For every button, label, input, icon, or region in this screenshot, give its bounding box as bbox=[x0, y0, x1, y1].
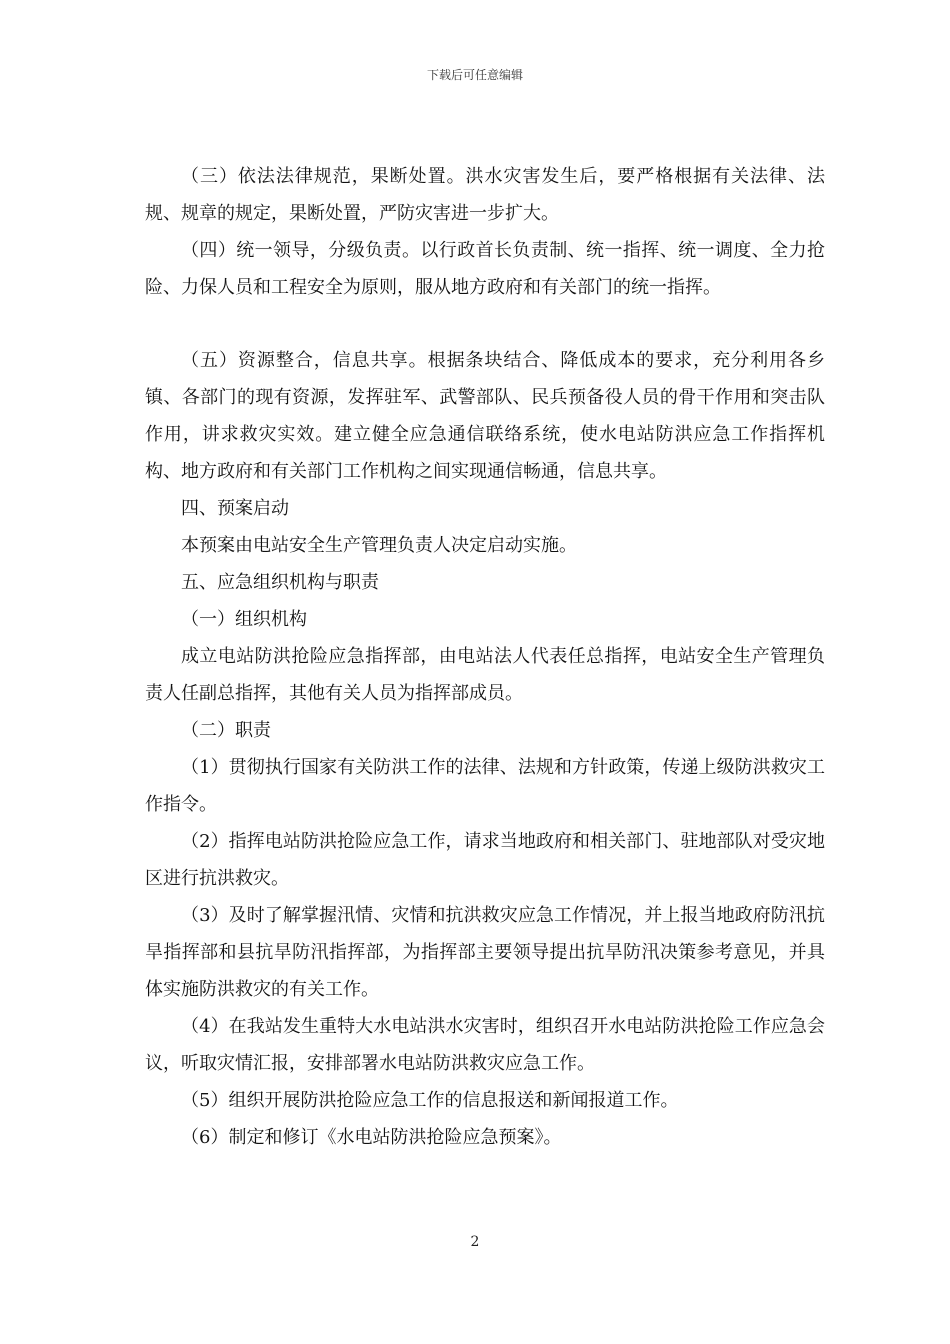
paragraph: 成立电站防洪抢险应急指挥部，由电站法人代表任总指挥，电站安全生产管理负责人任副总指挥，其他有关人员为指挥部成员。 bbox=[145, 646, 825, 704]
list-item: （6）制定和修订《水电站防洪抢险应急预案》。 bbox=[181, 1127, 562, 1148]
paragraph: （五）资源整合，信息共享。根据条块结合、降低成本的要求，充分利用各乡镇、各部门的现有资源，发挥驻军、武警部队、民兵预备役人员的骨干作用和突击队作用，讲求救灾实效。建立健全应急通信联络系统，使水电站防洪应急工作指挥机构、地方政府和有关部门工作机构之间实现通信畅通，信息共享。 bbox=[145, 350, 825, 482]
list-item: （1）贯彻执行国家有关防洪工作的法律、法规和方针政策，传递上级防洪救灾工作指令。 bbox=[145, 757, 825, 815]
page-number: 2 bbox=[470, 1234, 480, 1250]
section-heading: 五、应急组织机构与职责 bbox=[181, 572, 379, 593]
page-header: 下载后可任意编辑 bbox=[426, 68, 523, 82]
paragraph: （四）统一领导，分级负责。以行政首长负责制、统一指挥、统一调度、全力抢险、力保人员和工程安全为原则，服从地方政府和有关部门的统一指挥。 bbox=[145, 240, 825, 298]
subsection-heading: （二）职责 bbox=[181, 720, 271, 741]
list-item: （3）及时了解掌握汛情、灾情和抗洪救灾应急工作情况，并上报当地政府防汛抗旱指挥部和县抗旱防汛指挥部，为指挥部主要领导提出抗旱防汛决策参考意见，并具体实施防洪救灾的有关工作。 bbox=[145, 905, 825, 1000]
list-item: （5）组织开展防洪抢险应急工作的信息报送和新闻报道工作。 bbox=[181, 1090, 679, 1111]
subsection-heading: （一）组织机构 bbox=[181, 609, 307, 630]
list-item: （2）指挥电站防洪抢险应急工作，请求当地政府和相关部门、驻地部队对受灾地区进行抗洪救灾。 bbox=[145, 831, 825, 889]
paragraph: 本预案由电站安全生产管理负责人决定启动实施。 bbox=[181, 535, 577, 556]
section-heading: 四、预案启动 bbox=[181, 498, 289, 519]
document-body bbox=[145, 158, 825, 1156]
list-item: （4）在我站发生重特大水电站洪水灾害时，组织召开水电站防洪抢险工作应急会议，听取灾情汇报，安排部署水电站防洪救灾应急工作。 bbox=[145, 1016, 825, 1074]
paragraph: （三）依法法律规范，果断处置。洪水灾害发生后，要严格根据有关法律、法规、规章的规定，果断处置，严防灾害进一步扩大。 bbox=[145, 166, 825, 224]
